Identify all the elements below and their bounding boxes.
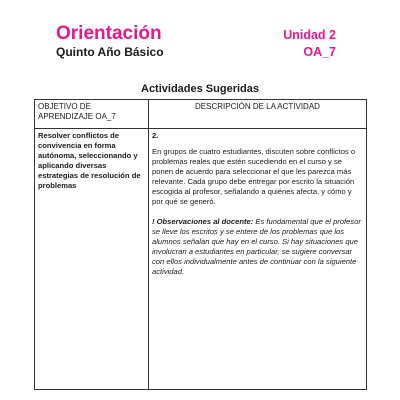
table-header-row xyxy=(35,100,367,129)
description-column-header: DESCRIPCIÓN DE LA ACTIVIDAD xyxy=(149,100,367,129)
unit-label: Unidad 2 xyxy=(283,28,336,42)
activity-table xyxy=(34,99,367,390)
description-cell xyxy=(149,129,367,390)
observation-text: Es fundamental que el profesor se lleve los escritos y se entere de los problemas que los alumnos señalan que hay en el curso. Si hay situaciones que involucran a estudiantes en particular, se sugiere conversar con ellos individualmente antes de continuar con la siguiente actividad. xyxy=(152,217,361,276)
activity-text: En grupos de cuatro estudiantes, discuten sobre conflictos o problemas reales que estén sucediendo en el curso y se ponen de acuerdo para seleccionar el que les parezca más relevante. Cada grupo debe entregar por escrito la situación escogida al profesor, señalando a quiénes afecta, y cómo y por qué se generó. xyxy=(152,147,356,206)
observation-label: ! Observaciones al docente: xyxy=(152,217,254,226)
table-row xyxy=(35,129,367,390)
teacher-observation xyxy=(152,217,363,277)
oa-label: OA_7 xyxy=(303,45,336,59)
objective-column-header: OBJETIVO DE APRENDIZAJE OA_7 xyxy=(35,100,149,129)
grade-label: Quinto Año Básico xyxy=(56,45,164,59)
objective-cell: Resolver conflictos de convivencia en forma autónoma, seleccionando y aplicando diversas estrategias de resolución de problemas xyxy=(35,129,149,390)
subject-title: Orientación xyxy=(56,23,162,44)
section-heading: Actividades Sugeridas xyxy=(141,83,259,95)
activity-number: 2. xyxy=(152,131,159,140)
